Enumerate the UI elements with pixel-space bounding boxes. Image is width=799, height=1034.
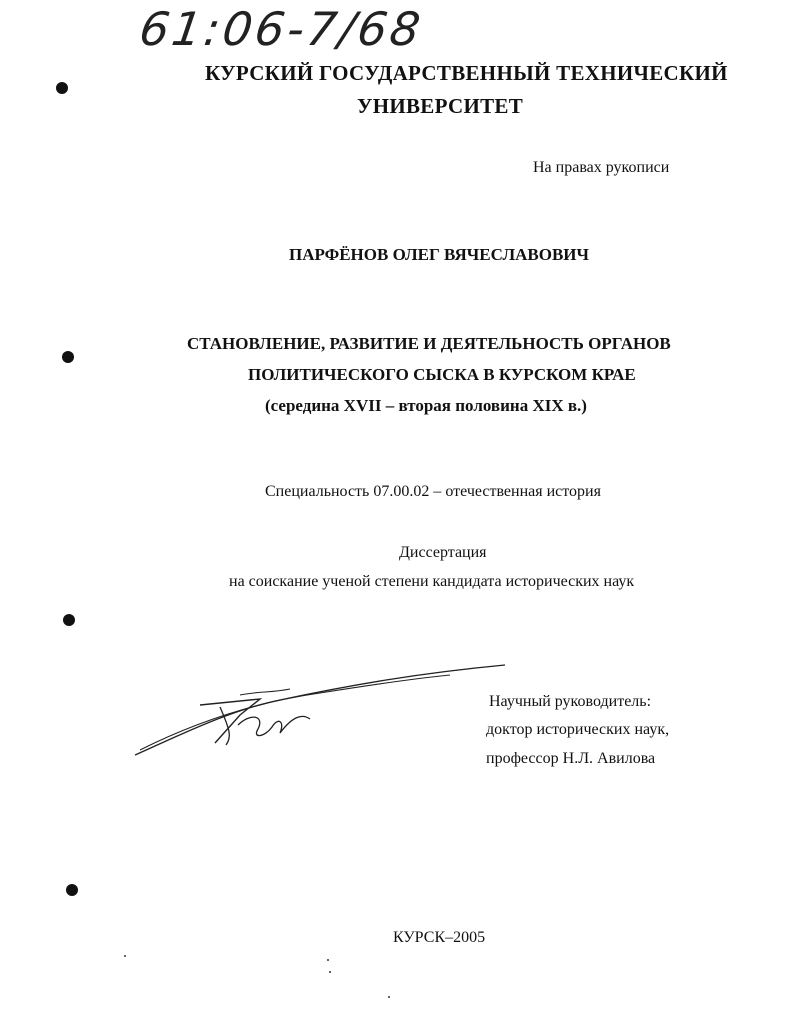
university-name-line2: УНИВЕРСИТЕТ	[357, 94, 523, 118]
specialty: Специальность 07.00.02 – отечественная история	[265, 483, 601, 500]
supervisor-degree: доктор исторических наук,	[486, 721, 670, 738]
binding-hole-mark	[56, 82, 68, 94]
thesis-title-line1: СТАНОВЛЕНИЕ, РАЗВИТИЕ И ДЕЯТЕЛЬНОСТЬ ОРГАНОВ	[187, 334, 671, 353]
scan-speck	[329, 971, 331, 973]
university-name-line1: КУРСКИЙ ГОСУДАРСТВЕННЫЙ ТЕХНИЧЕСКИЙ	[205, 61, 728, 85]
binding-hole-mark	[62, 351, 74, 363]
binding-hole-mark	[66, 884, 78, 896]
handwritten-archive-mark: 61:06-7/68	[136, 2, 427, 56]
supervisor-name: профессор Н.Л. Авилова	[486, 750, 656, 767]
binding-hole-mark	[63, 614, 75, 626]
scan-speck	[327, 959, 329, 961]
scan-speck	[124, 955, 126, 957]
thesis-title-line2: ПОЛИТИЧЕСКОГО СЫСКА В КУРСКОМ КРАЕ	[248, 365, 636, 384]
author-signature	[120, 655, 510, 765]
city-year: КУРСК–2005	[393, 929, 486, 946]
scan-speck	[388, 996, 390, 998]
degree-purpose: на соискание ученой степени кандидата исторических наук	[229, 573, 635, 590]
dissertation-label: Диссертация	[399, 544, 487, 561]
author-name: ПАРФЁНОВ ОЛЕГ ВЯЧЕСЛАВОВИЧ	[289, 245, 589, 264]
manuscript-note: На правах рукописи	[533, 159, 670, 176]
supervisor-label: Научный руководитель:	[489, 693, 652, 710]
thesis-title-period: (середина XVII – вторая половина XIX в.)	[265, 396, 587, 415]
